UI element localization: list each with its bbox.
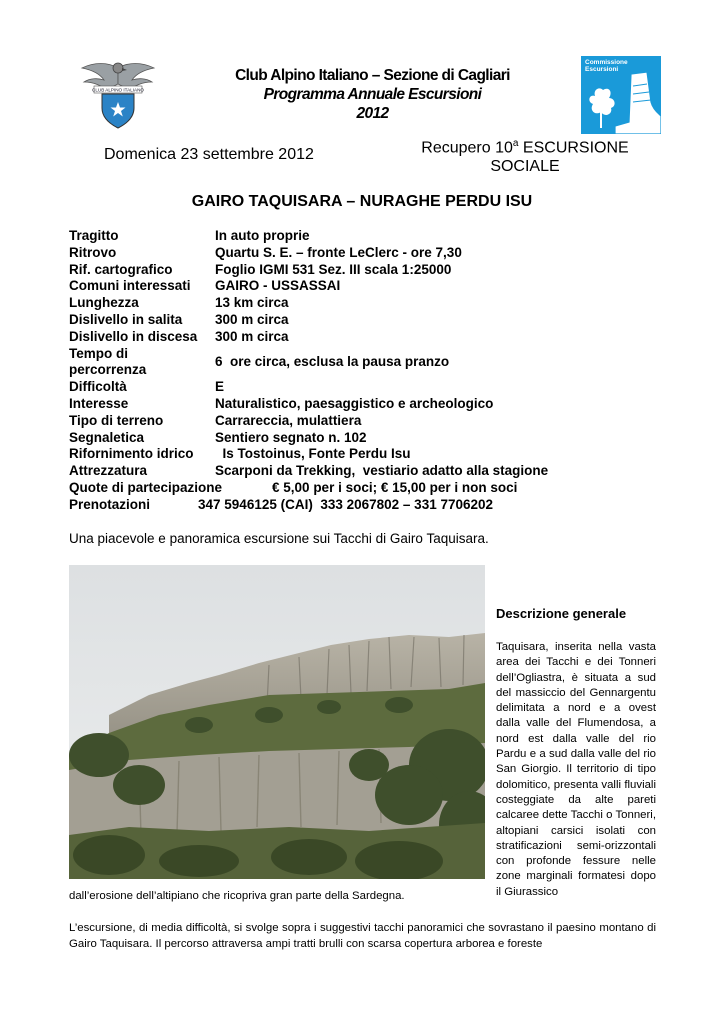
details-row <box>69 480 669 497</box>
details-row <box>69 278 669 295</box>
details-value: Scarponi da Trekking, vestiario adatto alla stagione <box>215 463 549 479</box>
header-programma: Programma Annuale Escursioni <box>263 86 482 103</box>
details-label: Ritrovo <box>69 244 117 260</box>
details-value: 300 m circa <box>215 328 289 344</box>
details-row <box>69 379 669 396</box>
details-row <box>69 329 669 346</box>
commissione-escursioni-logo: Commissione Escursioni <box>581 56 661 134</box>
details-label: Dislivello in discesa <box>69 328 198 344</box>
header-year: 2012 <box>356 105 389 122</box>
details-label: Lunghezza <box>69 295 139 311</box>
details-label: Interesse <box>69 395 129 411</box>
details-value: 6 ore circa, esclusa la pausa pranzo <box>215 353 450 369</box>
details-label: Quote di partecipazione <box>69 479 223 495</box>
details-value: E <box>215 379 225 395</box>
details-row <box>69 463 669 480</box>
details-label: Tempo di percorrenza <box>69 345 147 378</box>
details-value: In auto proprie <box>215 228 310 243</box>
excursion-title: GAIRO TAQUISARA – NURAGHE PERDU ISU <box>191 193 533 210</box>
details-label: Tipo di terreno <box>69 412 164 428</box>
svg-text:CLUB ALPINO ITALIANO: CLUB ALPINO ITALIANO <box>92 87 144 93</box>
details-value: GAIRO - USSASSAI <box>215 278 341 294</box>
description-continuation: dall’erosione dell’altipiano che ricopriva gran parte della Sardegna. <box>69 890 405 902</box>
details-row <box>69 262 669 279</box>
details-value: Carrareccia, mulattiera <box>215 412 362 428</box>
details-row <box>69 312 669 329</box>
details-value: Sentiero segnato n. 102 <box>215 429 367 445</box>
details-value: Quartu S. E. – fronte LeClerc - ore 7,30 <box>215 244 462 260</box>
details-row <box>69 295 669 312</box>
details-row <box>69 228 669 245</box>
description-heading: Descrizione generale <box>496 606 627 621</box>
details-label: Difficoltà <box>69 379 127 395</box>
details-value: Naturalistico, paesaggistico e archeologico <box>215 395 494 411</box>
details-label: Comuni interessati <box>69 278 191 294</box>
details-row <box>69 396 669 413</box>
details-label: Rifornimento idrico <box>69 446 194 462</box>
header-club: Club Alpino Italiano – Sezione di Cagliari <box>235 67 510 84</box>
details-label: Tragitto <box>69 228 119 243</box>
details-value: Is Tostoinus, Fonte Perdu Isu <box>215 446 411 462</box>
details-row <box>69 413 669 430</box>
header <box>170 66 575 123</box>
cai-logo <box>80 58 156 130</box>
details-label: Attrezzatura <box>69 463 148 479</box>
details-table <box>69 228 669 514</box>
details-value: 300 m circa <box>215 311 289 327</box>
intro-text: Una piacevole e panoramica escursione sui Tacchi di Gairo Taquisara. <box>69 531 489 546</box>
landscape-photo <box>69 565 485 879</box>
details-row <box>69 446 669 463</box>
details-label: Prenotazioni <box>69 496 151 512</box>
details-label: Segnaletica <box>69 429 145 445</box>
details-row <box>69 346 669 380</box>
event-date: Domenica 23 settembre 2012 <box>104 146 314 163</box>
details-row <box>69 245 669 262</box>
details-value: Foglio IGMI 531 Sez. III scala 1:25000 <box>215 261 452 277</box>
details-label: Dislivello in salita <box>69 311 183 327</box>
details-row <box>69 430 669 447</box>
details-value: 347 5946125 (CAI) 333 2067802 – 331 7706202 <box>198 496 494 512</box>
details-row <box>69 497 669 514</box>
recupero-label: Recupero 10$^a$ ESCURSIONE SOCIALE <box>421 138 629 176</box>
details-label: Rif. cartografico <box>69 261 173 277</box>
details-value: € 5,00 per i soci; € 15,00 per i non soci <box>272 479 518 495</box>
description-text: Taquisara, inserita nella vasta area dei Tacchi e dei Tonneri dell’Ogliastra, è situata a sud del massiccio del Gennargentu delimitata a nord e a ovest dalla valle del Flumendosa, a nord est dalla valle del rio Pardu e a sud dalla valle del rio San Giorgio. Il territorio di tipo dolomitico, presenta valli fluviali costeggiate da alte pareti calcaree dette Tacchi o Tonneri, altopiani carsici isolati con stratificazioni semi-orizzontali con profonde fessure nelle zone marginali formatesi dopo il Giurassico <box>496 641 656 898</box>
excursion-paragraph: L’escursione, di media difficoltà, si svolge sopra i suggestivi tacchi panoramici che sovrastano il paesino montano di Gairo Taquisara. Il percorso attraversa ampi tratti brulli con scarsa copertura arborea e foreste <box>69 922 656 950</box>
details-value: 13 km circa <box>215 295 289 311</box>
